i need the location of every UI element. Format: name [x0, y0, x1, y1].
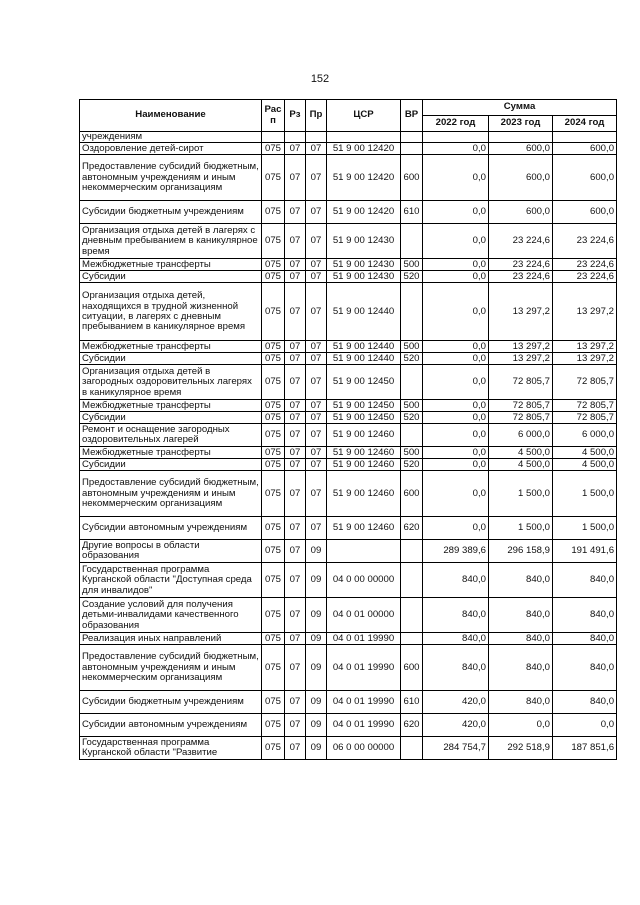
header-sum: Сумма: [423, 100, 617, 116]
row-sum-2023: 4 500,0: [489, 447, 553, 459]
row-sum-2024: 840,0: [553, 645, 617, 691]
row-sum-2022: 840,0: [423, 645, 489, 691]
row-sum-2024: 600,0: [553, 201, 617, 224]
row-pr: 07: [306, 400, 327, 412]
row-vr: 610: [401, 691, 423, 714]
row-sum-2022: 420,0: [423, 714, 489, 737]
row-rz: 07: [285, 517, 306, 540]
row-vr: 610: [401, 201, 423, 224]
row-csr: 51 9 00 12420: [327, 201, 401, 224]
row-sum-2023: 23 224,6: [489, 271, 553, 283]
header-rasp: Рас п: [262, 100, 285, 132]
row-rasp: 075: [262, 517, 285, 540]
row-vr: 500: [401, 341, 423, 353]
row-rz: 07: [285, 365, 306, 400]
row-pr: 09: [306, 633, 327, 645]
row-csr: 51 9 00 12460: [327, 447, 401, 459]
row-sum-2022: 0,0: [423, 143, 489, 155]
row-rz: 07: [285, 201, 306, 224]
row-name: Организация отдыха детей в лагерях с дневным пребыванием в каникулярное время: [80, 224, 262, 259]
row-vr: 520: [401, 459, 423, 471]
row-vr: 620: [401, 517, 423, 540]
row-name: Субсидии бюджетным учреждениям: [80, 201, 262, 224]
row-vr: [401, 540, 423, 563]
table-row: [80, 201, 617, 224]
row-name: Оздоровление детей-сирот: [80, 143, 262, 155]
row-vr: 620: [401, 714, 423, 737]
row-rz: 07: [285, 412, 306, 424]
row-sum-2024: 1 500,0: [553, 471, 617, 517]
row-rasp: 075: [262, 471, 285, 517]
row-name: Другие вопросы в области образования: [80, 540, 262, 563]
row-sum-2022: 840,0: [423, 563, 489, 598]
row-vr: 600: [401, 155, 423, 201]
row-pr: 07: [306, 459, 327, 471]
row-pr: 09: [306, 691, 327, 714]
table-row: [80, 424, 617, 447]
row-pr: 09: [306, 737, 327, 760]
row-sum-2024: 13 297,2: [553, 283, 617, 341]
row-csr: 51 9 00 12430: [327, 271, 401, 283]
row-csr: 51 9 00 12430: [327, 259, 401, 271]
row-sum-2024: 72 805,7: [553, 365, 617, 400]
table-row: [80, 271, 617, 283]
row-name: Ремонт и оснащение загородных оздоровительных лагерей: [80, 424, 262, 447]
row-vr: 500: [401, 447, 423, 459]
row-name: Организация отдыха детей, находящихся в трудной жизненной ситуации, в лагерях с дневным пребыванием в каникулярное время: [80, 283, 262, 341]
row-rasp: [262, 132, 285, 143]
row-csr: 51 9 00 12450: [327, 365, 401, 400]
row-rz: 07: [285, 563, 306, 598]
row-sum-2024: 840,0: [553, 598, 617, 633]
row-rz: 07: [285, 540, 306, 563]
row-sum-2022: 0,0: [423, 459, 489, 471]
row-sum-2024: 4 500,0: [553, 459, 617, 471]
row-pr: 07: [306, 471, 327, 517]
row-pr: 07: [306, 412, 327, 424]
row-sum-2023: 72 805,7: [489, 365, 553, 400]
row-pr: 07: [306, 341, 327, 353]
row-rasp: 075: [262, 271, 285, 283]
row-csr: 51 9 00 12460: [327, 459, 401, 471]
row-sum-2024: 4 500,0: [553, 447, 617, 459]
table-row: [80, 633, 617, 645]
header-vr: ВР: [401, 100, 423, 132]
table-row: [80, 283, 617, 341]
row-vr: [401, 598, 423, 633]
row-rz: 07: [285, 224, 306, 259]
row-rz: 07: [285, 400, 306, 412]
row-sum-2022: 840,0: [423, 633, 489, 645]
row-vr: 600: [401, 471, 423, 517]
row-csr: 04 0 01 19990: [327, 714, 401, 737]
table-row: [80, 155, 617, 201]
row-sum-2023: 23 224,6: [489, 224, 553, 259]
row-csr: 06 0 00 00000: [327, 737, 401, 760]
row-sum-2022: 0,0: [423, 412, 489, 424]
row-vr: [401, 132, 423, 143]
row-sum-2024: 840,0: [553, 691, 617, 714]
row-sum-2023: 4 500,0: [489, 459, 553, 471]
row-sum-2022: 0,0: [423, 365, 489, 400]
row-sum-2022: 0,0: [423, 400, 489, 412]
row-sum-2023: 72 805,7: [489, 400, 553, 412]
row-rasp: 075: [262, 447, 285, 459]
row-csr: 04 0 01 00000: [327, 598, 401, 633]
header-2023: 2023 год: [489, 116, 553, 132]
row-csr: 51 9 00 12440: [327, 283, 401, 341]
row-sum-2023: 296 158,9: [489, 540, 553, 563]
row-sum-2022: 289 389,6: [423, 540, 489, 563]
row-pr: 07: [306, 365, 327, 400]
row-sum-2022: 0,0: [423, 447, 489, 459]
row-pr: [306, 132, 327, 143]
row-pr: 07: [306, 353, 327, 365]
row-rz: 07: [285, 424, 306, 447]
row-rasp: 075: [262, 563, 285, 598]
row-name: Межбюджетные трансферты: [80, 400, 262, 412]
row-name: Субсидии: [80, 459, 262, 471]
row-csr: [327, 132, 401, 143]
row-sum-2023: 13 297,2: [489, 341, 553, 353]
row-sum-2024: 600,0: [553, 143, 617, 155]
row-rasp: 075: [262, 424, 285, 447]
row-rz: 07: [285, 737, 306, 760]
row-sum-2024: 23 224,6: [553, 271, 617, 283]
row-sum-2023: 13 297,2: [489, 353, 553, 365]
row-vr: 520: [401, 353, 423, 365]
row-sum-2024: 1 500,0: [553, 517, 617, 540]
row-rz: 07: [285, 598, 306, 633]
row-sum-2024: 23 224,6: [553, 259, 617, 271]
table-row: [80, 645, 617, 691]
header-name: Наименование: [80, 100, 262, 132]
row-csr: 51 9 00 12460: [327, 517, 401, 540]
row-rz: 07: [285, 259, 306, 271]
row-rz: 07: [285, 633, 306, 645]
row-sum-2022: 0,0: [423, 471, 489, 517]
row-sum-2023: 840,0: [489, 691, 553, 714]
row-sum-2023: 292 518,9: [489, 737, 553, 760]
row-pr: 07: [306, 271, 327, 283]
table-row: [80, 400, 617, 412]
row-sum-2023: 840,0: [489, 598, 553, 633]
header-csr: ЦСР: [327, 100, 401, 132]
row-csr: 04 0 01 19990: [327, 633, 401, 645]
row-rasp: 075: [262, 400, 285, 412]
row-sum-2022: [423, 132, 489, 143]
row-sum-2023: 600,0: [489, 155, 553, 201]
row-rasp: 075: [262, 201, 285, 224]
table-row: [80, 563, 617, 598]
row-sum-2023: 840,0: [489, 645, 553, 691]
table-row: [80, 341, 617, 353]
row-name: Субсидии автономным учреждениям: [80, 714, 262, 737]
row-rasp: 075: [262, 598, 285, 633]
row-sum-2024: 187 851,6: [553, 737, 617, 760]
row-sum-2023: 840,0: [489, 633, 553, 645]
row-sum-2022: 0,0: [423, 201, 489, 224]
row-name: Предоставление субсидий бюджетным, автономным учреждениям и иным некоммерческим организациям: [80, 471, 262, 517]
row-rasp: 075: [262, 737, 285, 760]
row-sum-2023: 600,0: [489, 143, 553, 155]
row-name: Создание условий для получения детьми-инвалидами качественного образования: [80, 598, 262, 633]
row-name: Организация отдыха детей в загородных оздоровительных лагерях в каникулярное время: [80, 365, 262, 400]
row-sum-2023: 72 805,7: [489, 412, 553, 424]
row-vr: [401, 283, 423, 341]
row-rasp: 075: [262, 714, 285, 737]
row-rz: 07: [285, 459, 306, 471]
row-csr: 04 0 01 19990: [327, 691, 401, 714]
table-row: [80, 517, 617, 540]
row-name: Субсидии бюджетным учреждениям: [80, 691, 262, 714]
header-2022: 2022 год: [423, 116, 489, 132]
table-header: [80, 100, 617, 132]
row-rasp: 075: [262, 341, 285, 353]
row-pr: 07: [306, 283, 327, 341]
row-rz: 07: [285, 471, 306, 517]
row-pr: 09: [306, 563, 327, 598]
table-row: [80, 412, 617, 424]
row-pr: 09: [306, 645, 327, 691]
row-name: Межбюджетные трансферты: [80, 447, 262, 459]
row-sum-2022: 284 754,7: [423, 737, 489, 760]
row-csr: 51 9 00 12430: [327, 224, 401, 259]
table-row: [80, 259, 617, 271]
row-name: Субсидии: [80, 412, 262, 424]
row-sum-2022: 0,0: [423, 353, 489, 365]
row-rasp: 075: [262, 365, 285, 400]
row-rasp: 075: [262, 283, 285, 341]
row-sum-2024: 72 805,7: [553, 400, 617, 412]
row-pr: 07: [306, 155, 327, 201]
row-vr: [401, 365, 423, 400]
row-vr: 520: [401, 271, 423, 283]
row-rasp: 075: [262, 259, 285, 271]
row-csr: 51 9 00 12420: [327, 155, 401, 201]
row-sum-2022: 0,0: [423, 155, 489, 201]
page-number: 152: [310, 73, 330, 85]
row-sum-2024: 13 297,2: [553, 353, 617, 365]
row-pr: 07: [306, 517, 327, 540]
row-name: Реализация иных направлений: [80, 633, 262, 645]
row-csr: 51 9 00 12450: [327, 400, 401, 412]
row-sum-2024: 23 224,6: [553, 224, 617, 259]
row-rz: [285, 132, 306, 143]
row-name: Субсидии: [80, 353, 262, 365]
row-pr: 07: [306, 424, 327, 447]
row-rasp: 075: [262, 459, 285, 471]
row-csr: 51 9 00 12460: [327, 471, 401, 517]
row-csr: [327, 540, 401, 563]
row-sum-2022: 0,0: [423, 341, 489, 353]
row-rasp: 075: [262, 155, 285, 201]
row-name: Межбюджетные трансферты: [80, 259, 262, 271]
row-name: Предоставление субсидий бюджетным, автономным учреждениям и иным некоммерческим организациям: [80, 155, 262, 201]
row-sum-2022: 840,0: [423, 598, 489, 633]
row-sum-2024: 191 491,6: [553, 540, 617, 563]
row-name: Субсидии: [80, 271, 262, 283]
row-sum-2024: 600,0: [553, 155, 617, 201]
table-row: [80, 447, 617, 459]
row-vr: [401, 737, 423, 760]
row-name: Государственная программа Курганской области "Доступная среда для инвалидов": [80, 563, 262, 598]
row-rasp: 075: [262, 691, 285, 714]
row-sum-2023: 1 500,0: [489, 471, 553, 517]
row-sum-2024: 13 297,2: [553, 341, 617, 353]
table-row: [80, 737, 617, 760]
row-sum-2024: 0,0: [553, 714, 617, 737]
row-csr: 04 0 01 19990: [327, 645, 401, 691]
row-sum-2022: 0,0: [423, 517, 489, 540]
row-rz: 07: [285, 155, 306, 201]
row-csr: 04 0 00 00000: [327, 563, 401, 598]
row-rasp: 075: [262, 224, 285, 259]
row-csr: 51 9 00 12440: [327, 341, 401, 353]
table-row: [80, 365, 617, 400]
row-vr: 500: [401, 259, 423, 271]
row-rasp: 075: [262, 633, 285, 645]
row-sum-2022: 0,0: [423, 224, 489, 259]
row-rz: 07: [285, 341, 306, 353]
table-row: [80, 598, 617, 633]
row-vr: 500: [401, 400, 423, 412]
row-csr: 51 9 00 12450: [327, 412, 401, 424]
row-rz: 07: [285, 143, 306, 155]
row-pr: 07: [306, 224, 327, 259]
row-pr: 09: [306, 540, 327, 563]
row-rz: 07: [285, 645, 306, 691]
row-name: Субсидии автономным учреждениям: [80, 517, 262, 540]
row-sum-2023: 6 000,0: [489, 424, 553, 447]
row-rz: 07: [285, 447, 306, 459]
row-sum-2022: 0,0: [423, 424, 489, 447]
row-rasp: 075: [262, 412, 285, 424]
row-csr: 51 9 00 12420: [327, 143, 401, 155]
row-pr: 09: [306, 598, 327, 633]
row-name: учреждениям: [80, 132, 262, 143]
row-rasp: 075: [262, 353, 285, 365]
row-vr: [401, 633, 423, 645]
row-name: Государственная программа Курганской области "Развитие: [80, 737, 262, 760]
row-rz: 07: [285, 283, 306, 341]
row-sum-2023: [489, 132, 553, 143]
row-rz: 07: [285, 353, 306, 365]
table-row: [80, 714, 617, 737]
table-row: [80, 143, 617, 155]
row-sum-2022: 0,0: [423, 259, 489, 271]
row-pr: 09: [306, 714, 327, 737]
table-row: [80, 691, 617, 714]
row-sum-2023: 23 224,6: [489, 259, 553, 271]
table-row: [80, 132, 617, 143]
row-sum-2022: 420,0: [423, 691, 489, 714]
row-sum-2022: 0,0: [423, 271, 489, 283]
header-2024: 2024 год: [553, 116, 617, 132]
table-row: [80, 459, 617, 471]
row-sum-2023: 840,0: [489, 563, 553, 598]
header-pr: Пр: [306, 100, 327, 132]
table-row: [80, 224, 617, 259]
table-row: [80, 471, 617, 517]
row-pr: 07: [306, 259, 327, 271]
row-vr: [401, 563, 423, 598]
row-rasp: 075: [262, 143, 285, 155]
table-row: [80, 540, 617, 563]
row-vr: [401, 224, 423, 259]
row-vr: 520: [401, 412, 423, 424]
budget-table: [79, 99, 617, 760]
table-row: [80, 353, 617, 365]
row-vr: [401, 143, 423, 155]
row-sum-2022: 0,0: [423, 283, 489, 341]
row-rz: 07: [285, 271, 306, 283]
row-name: Предоставление субсидий бюджетным, автономным учреждениям и иным некоммерческим организациям: [80, 645, 262, 691]
row-vr: [401, 424, 423, 447]
row-name: Межбюджетные трансферты: [80, 341, 262, 353]
header-rz: Рз: [285, 100, 306, 132]
row-sum-2024: 6 000,0: [553, 424, 617, 447]
row-vr: 600: [401, 645, 423, 691]
row-rz: 07: [285, 691, 306, 714]
row-pr: 07: [306, 201, 327, 224]
row-sum-2024: 840,0: [553, 633, 617, 645]
row-rasp: 075: [262, 540, 285, 563]
row-csr: 51 9 00 12460: [327, 424, 401, 447]
row-pr: 07: [306, 447, 327, 459]
row-rasp: 075: [262, 645, 285, 691]
row-rz: 07: [285, 714, 306, 737]
row-sum-2023: 0,0: [489, 714, 553, 737]
row-csr: 51 9 00 12440: [327, 353, 401, 365]
row-sum-2024: [553, 132, 617, 143]
row-sum-2024: 840,0: [553, 563, 617, 598]
row-sum-2023: 13 297,2: [489, 283, 553, 341]
row-sum-2024: 72 805,7: [553, 412, 617, 424]
row-sum-2023: 1 500,0: [489, 517, 553, 540]
row-sum-2023: 600,0: [489, 201, 553, 224]
table-body: [80, 132, 617, 760]
row-pr: 07: [306, 143, 327, 155]
